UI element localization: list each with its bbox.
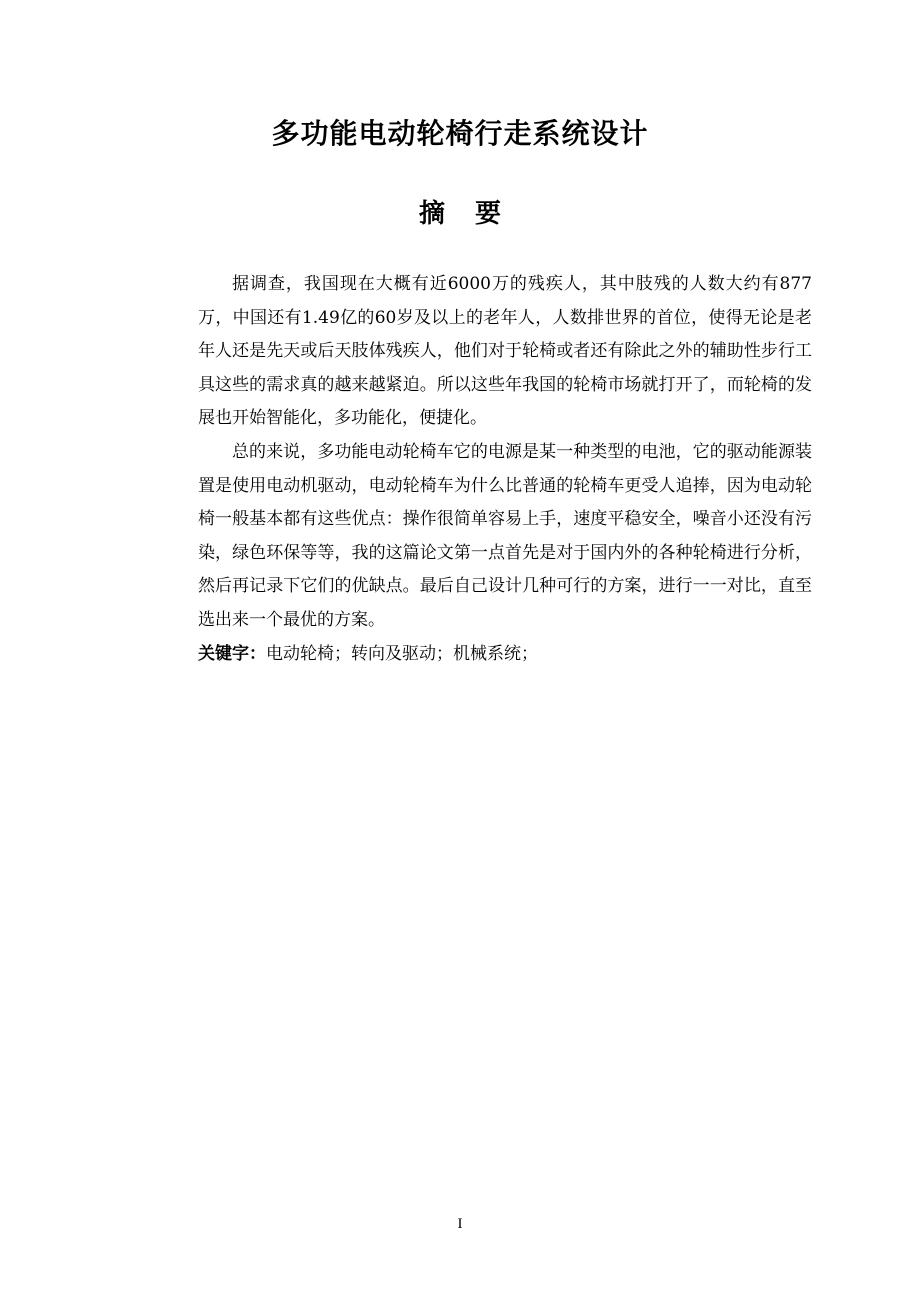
abstract-body <box>198 268 812 671</box>
page-number: I <box>457 1216 463 1232</box>
keywords-label: 关键字： <box>198 643 266 664</box>
keywords-text: 电动轮椅；转向及驱动；机械系统； <box>266 643 538 664</box>
document-title: 多功能电动轮椅行走系统设计 <box>271 117 649 150</box>
abstract-paragraph: 据调查，我国现在大概有近6000万的残疾人，其中肢残的人数大约有877万，中国还有1.49亿的60岁及以上的老年人，人数排世界的首位，使得无论是老年人还是先天或后天肢体残疾人，他们对于轮椅或者还有除此之外的辅助性步行工具这些的需求真的越来越紧迫。所以这些年我国的轮椅市场就打开了，而轮椅的发展也开始智能化，多功能化，便捷化。 <box>198 274 812 429</box>
abstract-paragraph: 总的来说，多功能电动轮椅车它的电源是某一种类型的电池，它的驱动能源装置是使用电动机驱动，电动轮椅车为什么比普通的轮椅车更受人追捧，因为电动轮椅一般基本都有这些优点：操作很简单容易上手，速度平稳安全，噪音小还没有污染，绿色环保等等，我的这篇论文第一点首先是对于国内外的各种轮椅进行分析，然后再记录下它们的优缺点。最后自己设计几种可行的方案，进行一一对比，直至选出来一个最优的方案。 <box>198 441 812 630</box>
abstract-heading: 摘要 <box>418 199 531 229</box>
keywords-line <box>198 638 812 672</box>
